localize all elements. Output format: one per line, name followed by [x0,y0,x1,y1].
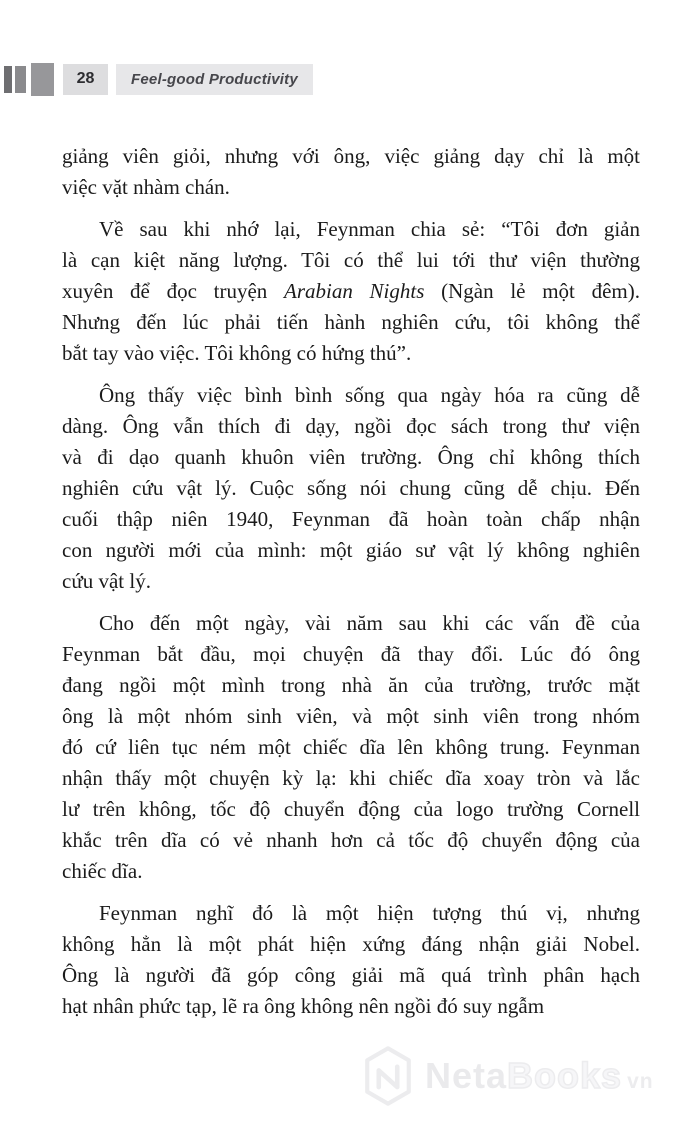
text-line [62,701,640,732]
text-segment: không hẳn là một phát hiện xứng đáng nhận giải Nobel. [62,932,640,956]
header-decoration-bar-2 [15,66,26,93]
text-line [62,929,640,960]
text-segment: Ông thấy việc bình bình sống qua ngày hóa ra cũng dễ [99,383,640,407]
text-line [62,214,640,245]
text-segment: nghiên cứu vật lý. Cuộc sống nói chung cũng dễ chịu. Đến [62,476,640,500]
text-segment: đang ngồi một mình trong nhà ăn của trường, trước mặt [62,673,640,697]
text-segment: và đi dạo quanh khuôn viên trường. Ông chỉ không thích [62,445,640,469]
page-number: 28 [63,64,108,95]
text-line [62,898,640,929]
text-segment: đó cứ liên tục ném một chiếc dĩa lên không trung. Feynman [62,735,640,759]
text-line [62,473,640,504]
text-segment: ông là một nhóm sinh viên, và một sinh viên trong nhóm [62,704,640,728]
text-segment: giảng viên giỏi, nhưng với ông, việc giảng dạy chỉ là một [62,144,640,168]
text-segment: Nhưng đến lúc phải tiến hành nghiên cứu, tôi không thể [62,310,640,334]
paragraph [62,214,640,369]
text-segment: Ông là người đã góp công giải mã quá trình phân hạch [62,963,640,987]
header-decoration-bar-3 [31,63,54,96]
text-segment: cứu vật lý. [62,569,151,593]
text-segment: chiếc dĩa. [62,859,143,883]
text-line [62,794,640,825]
text-segment: hạt nhân phức tạp, lẽ ra ông không nên ngồi đó suy ngẫm [62,994,545,1018]
watermark-tld: vn [627,1070,654,1093]
text-line [62,276,640,307]
text-line [62,639,640,670]
page-header [0,62,313,96]
text-line [62,856,640,887]
text-line [62,411,640,442]
text-segment: (Ngàn lẻ một đêm). [424,279,640,303]
text-segment: là cạn kiệt năng lượng. Tôi có thể lui tới thư viện thường [62,248,640,272]
text-line [62,763,640,794]
text-segment: con người mới của mình: một giáo sư vật lý không nghiên [62,538,640,562]
text-segment: Cho đến một ngày, vài năm sau khi các vấn đề của [99,611,640,635]
text-segment: lư trên không, tốc độ chuyển động của logo trường Cornell [62,797,640,821]
text-line [62,172,640,203]
text-line [62,670,640,701]
text-line [62,245,640,276]
running-book-title: Feel-good Productivity [116,64,313,95]
text-line [62,380,640,411]
netabooks-wordmark [425,1055,654,1097]
text-segment: Feynman bắt đầu, mọi chuyện đã thay đổi. Lúc đó ông [62,642,640,666]
paragraph [62,898,640,1022]
text-line [62,141,640,172]
text-segment: nhận thấy một chuyện kỳ lạ: khi chiếc dĩa xoay tròn và lắc [62,766,640,790]
watermark-brand-books: Books [507,1055,623,1096]
page-text [62,141,640,1022]
watermark-brand-neta: Neta [425,1055,508,1096]
text-segment: việc vặt nhàm chán. [62,175,230,199]
netabooks-hexagon-n-logo-icon [364,1044,412,1108]
paragraph [62,380,640,597]
text-segment: Feynman nghĩ đó là một hiện tượng thú vị, nhưng [99,901,640,925]
text-line [62,825,640,856]
netabooks-watermark [364,1044,654,1108]
text-line [62,991,640,1022]
header-decoration-bar-1 [4,66,12,93]
text-line [62,338,640,369]
italic-phrase: Arabian Nights [284,279,425,303]
text-segment: cuối thập niên 1940, Feynman đã hoàn toàn chấp nhận [62,507,640,531]
text-line [62,504,640,535]
text-line [62,960,640,991]
text-line [62,732,640,763]
text-line [62,566,640,597]
text-line [62,535,640,566]
text-line [62,307,640,338]
text-segment: Về sau khi nhớ lại, Feynman chia sẻ: “Tôi đơn giản [99,217,640,241]
text-segment: khắc trên dĩa có vẻ nhanh hơn cả tốc độ chuyển động của [62,828,640,852]
text-segment: xuyên để đọc truyện [62,279,284,303]
paragraph [62,141,640,203]
text-segment: dàng. Ông vẫn thích đi dạy, ngồi đọc sách trong thư viện [62,414,640,438]
paragraph [62,608,640,887]
text-segment: bắt tay vào việc. Tôi không có hứng thú”. [62,341,412,365]
text-line [62,442,640,473]
text-line [62,608,640,639]
